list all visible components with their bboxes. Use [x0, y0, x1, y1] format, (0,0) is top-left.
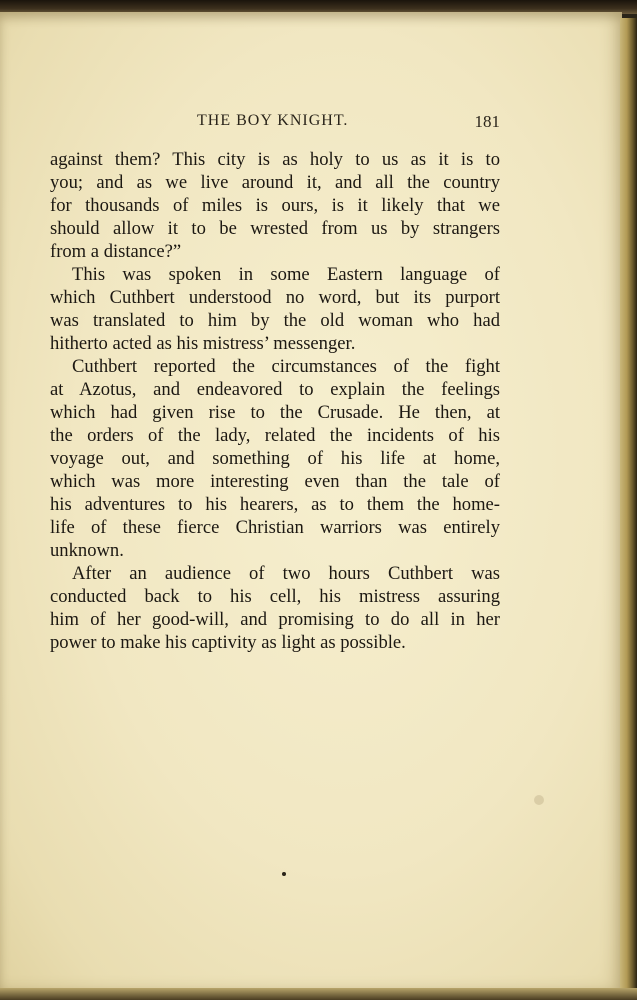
- text-line: which Cuthbert understood no word, but its purport: [50, 287, 500, 308]
- text-line: which was more interesting even than the tale of: [50, 471, 500, 492]
- text-line: power to make his captivity as light as possible.: [50, 632, 406, 653]
- paper-spot: [534, 795, 544, 805]
- text-line: After an audience of two hours Cuthbert was: [72, 563, 500, 584]
- body-text: [50, 148, 500, 654]
- paragraph-1: [50, 148, 500, 263]
- paragraph-3: [50, 355, 500, 562]
- text-line: This was spoken in some Eastern language of: [72, 264, 500, 285]
- text-line: life of these fierce Christian warriors was entirely: [50, 517, 500, 538]
- text-line: for thousands of miles is ours, is it likely that we: [50, 195, 500, 216]
- text-line: voyage out, and something of his life at home,: [50, 448, 500, 469]
- paragraph-4: [50, 562, 500, 654]
- book-bottom-edge: [0, 988, 637, 1000]
- running-title: THE BOY KNIGHT.: [197, 112, 349, 129]
- text-line: Cuthbert reported the circumstances of the fight: [72, 356, 500, 377]
- text-line: hitherto acted as his mistress’ messenger.: [50, 333, 356, 354]
- printer-mark: [282, 872, 286, 876]
- text-line: him of her good-will, and promising to do all in her: [50, 609, 500, 630]
- text-line: should allow it to be wrested from us by strangers: [50, 218, 500, 239]
- text-line: his adventures to his hearers, as to them the home-: [50, 494, 500, 515]
- text-line: which had given rise to the Crusade. He then, at: [50, 402, 500, 423]
- text-line: the orders of the lady, related the incidents of his: [50, 425, 500, 446]
- text-line: you; and as we live around it, and all the country: [50, 172, 500, 193]
- page-number: 181: [474, 112, 500, 131]
- text-line: from a distance?”: [50, 241, 182, 262]
- text-line: against them? This city is as holy to us as it is to: [50, 149, 500, 170]
- text-line: at Azotus, and endeavored to explain the feelings: [50, 379, 500, 400]
- book-right-edge: [620, 18, 637, 1000]
- paragraph-2: [50, 263, 500, 355]
- text-line: unknown.: [50, 540, 124, 561]
- text-line: conducted back to his cell, his mistress assuring: [50, 586, 500, 607]
- text-line: was translated to him by the old woman who had: [50, 310, 500, 331]
